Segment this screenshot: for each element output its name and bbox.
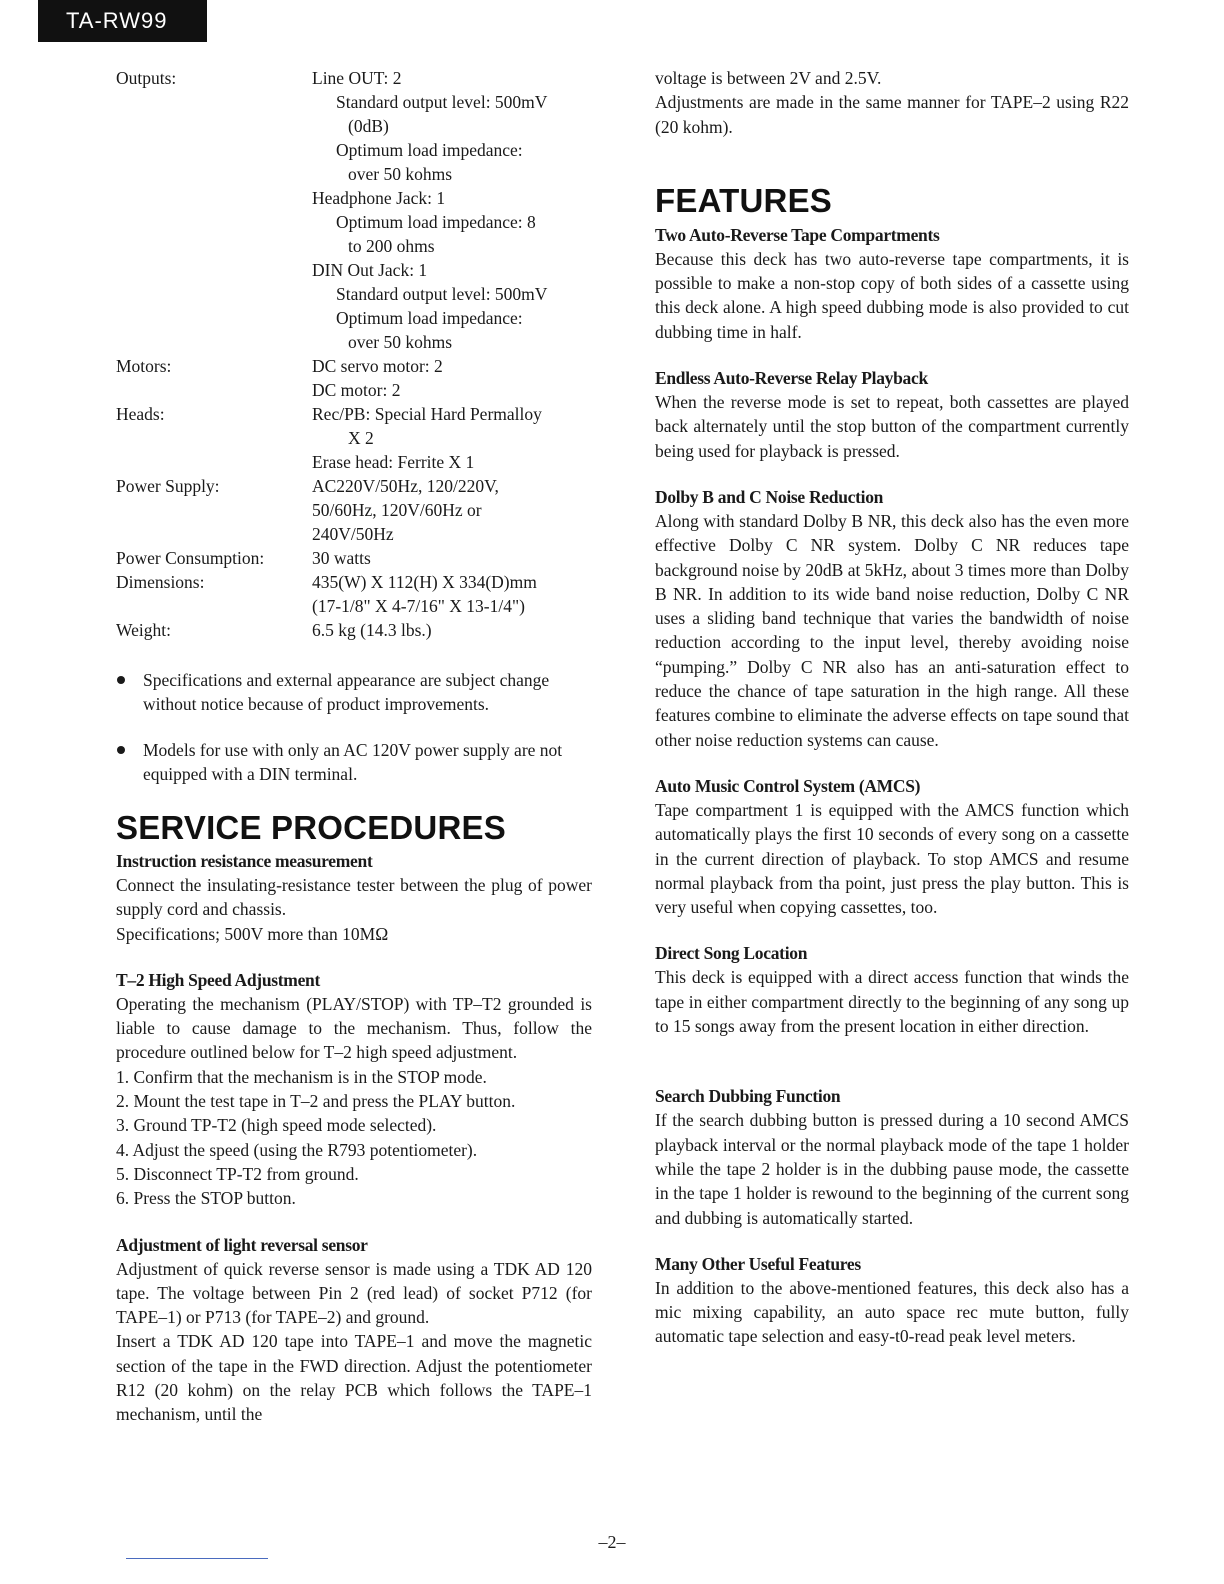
feature-heading: Endless Auto-Reverse Relay Playback [655,368,928,389]
spec-line: Optimum load impedance: [336,140,523,160]
step-item: 2. Mount the test tape in T–2 and press the PLAY button. [116,1091,516,1112]
feature-text: Along with standard Dolby B NR, this deck also has the even more effective Dolby C NR system. Dolby C NR reduces tape background noise by 20dB at 5kHz, about 3 times more than Dolby B NR. In addition to its wide band noise reduction, Dolby C NR uses a sliding band technique that varies the bandwidth of noise reduction according to the input level, thereby avoiding noise “pumping.” Dolby C NR also has an anti-saturation effect to reduce the chance of tape saturation in the high range. All these features combine to eliminate the adverse effects on tape sound that other noise reduction systems can cause. [655,510,1129,750]
left-column [116,66,592,1427]
feature-heading: Many Other Useful Features [655,1253,861,1274]
sensor-heading: Adjustment of light reversal sensor [116,1234,368,1255]
model-label: TA-RW99 [38,0,207,42]
spec-line: over 50 kohms [348,332,453,352]
feature-heading: Search Dubbing Function [655,1086,841,1107]
spec-line: (0dB) [348,116,389,136]
spec-value [312,546,592,570]
spec-table [116,66,592,642]
spec-label: Dimensions: [116,572,205,592]
feature-heading: Auto Music Control System (AMCS) [655,775,921,796]
feature-text: This deck is equipped with a direct access function that winds the tape in either compartment directly to the beginning of any song up to 15 songs away from the present location in either direction. [655,967,1129,1037]
feature-item [655,223,1129,344]
spec-value [312,618,592,642]
spec-line: 50/60Hz, 120V/60Hz or [312,500,482,520]
t2-steps [116,1065,592,1211]
insulation-heading: Instruction resistance measurement [116,851,373,871]
insulation-text: Connect the insulating-resistance tester between the plug of power supply cord and chassis. [116,875,592,920]
spec-line: 6.5 kg (14.3 lbs.) [312,620,432,640]
feature-text: Tape compartment 1 is equipped with the AMCS function which automatically plays the first 10 seconds of every song on a cassette in the current direction of playback. To stop AMCS and resume normal playback from tha point, just press the play button. This is very useful when copying cassettes, too. [655,799,1129,918]
spec-line: DIN Out Jack: 1 [312,260,428,280]
spec-line: Rec/PB: Special Hard Permalloy [312,404,542,424]
spec-label: Outputs: [116,68,177,88]
spec-value [312,354,592,402]
features-title: FEATURES [655,181,832,219]
spec-line: X 2 [348,428,374,448]
spec-notes [116,668,592,786]
spec-line: DC motor: 2 [312,380,401,400]
note-item: Specifications and external appearance are subject change without notice because of product improvements. [116,668,592,716]
step-item: 4. Adjust the speed (using the R793 potentiometer). [116,1139,478,1160]
spec-line: Headphone Jack: 1 [312,188,446,208]
spec-line: DC servo motor: 2 [312,356,443,376]
feature-heading: Dolby B and C Noise Reduction [655,486,884,507]
feature-heading: Direct Song Location [655,943,808,964]
service-procedures-title: SERVICE PROCEDURES [116,809,506,846]
feature-item [655,941,1129,1038]
spec-label: Power Consumption: [116,548,265,568]
step-item: 6. Press the STOP button. [116,1188,296,1209]
spec-line: to 200 ohms [348,236,435,256]
features-list [655,223,1129,1349]
step-item: 5. Disconnect TP-T2 from ground. [116,1163,359,1184]
spec-line: Line OUT: 2 [312,68,402,88]
spec-line: 30 watts [312,548,371,568]
feature-text: When the reverse mode is set to repeat, both cassettes are played back alternately until the stop button of the compartment currently being used for playback is pressed. [655,392,1129,461]
spec-line: (17-1/8" X 4-7/16" X 13-1/4") [312,596,525,616]
spec-line: Optimum load impedance: 8 [336,212,536,232]
sensor-text-1: Adjustment of quick reverse sensor is made using a TDK AD 120 tape. The voltage between Pin 2 (red lead) of socket P712 (for TAPE–1) or P713 (for TAPE–2) and ground. [116,1258,592,1328]
spec-label: Heads: [116,404,165,424]
spec-line: over 50 kohms [348,164,453,184]
sensor-continued-2: Adjustments are made in the same manner for TAPE–2 using R22 (20 kohm). [655,92,1129,137]
step-item: 1. Confirm that the mechanism is in the STOP mode. [116,1066,487,1087]
feature-item [655,366,1129,463]
spec-line: Standard output level: 500mV [336,284,548,304]
feature-item [655,774,1129,919]
insulation-spec: Specifications; 500V more than 10MΩ [116,923,389,944]
feature-text: Because this deck has two auto-reverse tape compartments, it is possible to make a non-stop copy of both sides of a cassette using this deck alone. A high speed dubbing mode is also provided to cut dubbing time in half. [655,248,1129,342]
t2-intro: Operating the mechanism (PLAY/STOP) with TP–T2 grounded is liable to cause damage to the mechanism. Thus, follow the procedure outlined below for T–2 high speed adjustment. [116,993,592,1063]
spec-label: Weight: [116,620,171,640]
t2-heading: T–2 High Speed Adjustment [116,969,320,990]
note-item: Models for use with only an AC 120V power supply are not equipped with a DIN terminal. [116,738,592,786]
feature-text: In addition to the above-mentioned features, this deck also has a mic mixing capability, an auto space rec mute button, fully automatic tape selection and easy-t0-read peak level meters. [655,1277,1129,1347]
spec-label: Power Supply: [116,476,220,496]
sensor-section [116,1233,592,1427]
feature-item [655,1084,1129,1229]
spec-line: AC220V/50Hz, 120/220V, [312,476,499,496]
spec-line: Erase head: Ferrite X 1 [312,452,475,472]
t2-section [116,968,592,1211]
feature-text: If the search dubbing button is pressed during a 10 second AMCS playback interval or the normal playback mode of the tape 1 holder while the tape 2 holder is in the dubbing pause mode, the cassette in the tape 1 holder is rewound to the beginning of the current song and dubbing is automatically started. [655,1110,1129,1228]
step-item: 3. Ground TP-T2 (high speed mode selected). [116,1115,437,1136]
insulation-section [116,849,592,946]
right-column [655,66,1129,1349]
sensor-continued-1: voltage is between 2V and 2.5V. [655,68,882,88]
sensor-text-2: Insert a TDK AD 120 tape into TAPE–1 and move the magnetic section of the tape in the FWD direction. Adjust the potentiometer R12 (20 kohm) on the relay PCB which follows the TAPE–1 mechanism, until the [116,1331,592,1425]
spec-value [312,570,592,618]
spec-value [312,66,592,354]
spec-value [312,474,592,546]
feature-item [655,1252,1129,1349]
page-number: –2– [598,1532,626,1552]
spec-value [312,402,592,474]
spec-line: Optimum load impedance: [336,308,523,328]
spec-line: 435(W) X 112(H) X 334(D)mm [312,572,537,592]
feature-heading: Two Auto-Reverse Tape Compartments [655,224,940,245]
spec-line: 240V/50Hz [312,524,394,544]
spec-label: Motors: [116,356,172,376]
footer-rule [126,1558,268,1559]
spec-line: Standard output level: 500mV [336,92,548,112]
feature-item [655,485,1129,752]
